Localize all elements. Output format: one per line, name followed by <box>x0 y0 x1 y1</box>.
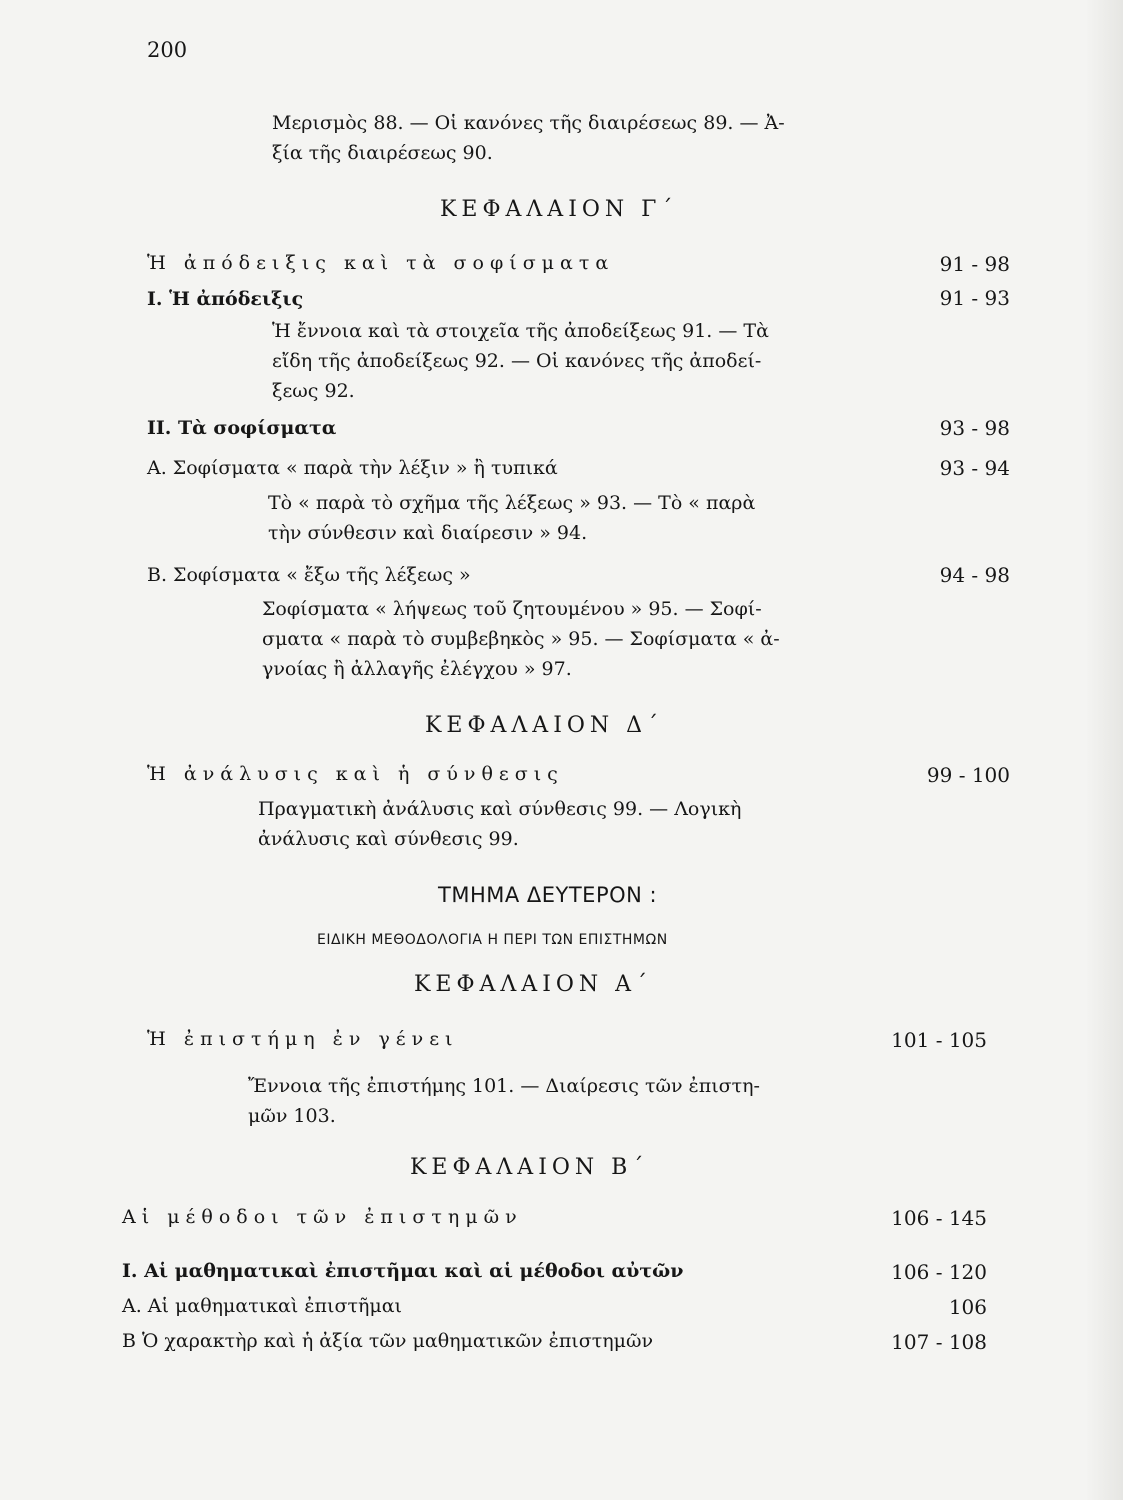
intro-line-2: ξία τῆς διαιρέσεως 90. <box>272 142 493 164</box>
chapter-beta-heading: ΚΕΦΑΛΑΙΟΝ Β΄ <box>410 1155 649 1180</box>
gamma-section-1-line-3: ξεως 92. <box>272 380 355 402</box>
chapter-alpha-topic-range: 101 - 105 <box>891 1028 987 1052</box>
delta-line-1: Πραγματικὴ ἀνάλυσις καὶ σύνθεσις 99. — Λογικὴ <box>258 798 742 820</box>
gamma-subsection-b-line-1: Σοφίσματα « λήψεως τοῦ ζητουμένου » 95. — Σοφί- <box>262 598 762 620</box>
chapter-beta-topic: Αἱ μέθοδοι τῶν ἐπιστημῶν <box>122 1206 523 1228</box>
chapter-beta-topic-range: 106 - 145 <box>891 1206 987 1230</box>
gamma-section-2-title: ΙΙ. Τὰ σοφίσματα <box>147 417 337 439</box>
gamma-subsection-b-range: 94 - 98 <box>939 563 1010 587</box>
gamma-subsection-a-range: 93 - 94 <box>939 456 1010 480</box>
alpha-line-1: Ἔννοια τῆς ἐπιστήμης 101. — Διαίρεσις τῶν ἐπιστη- <box>248 1075 760 1097</box>
chapter-gamma-topic: Ἡ ἀπόδειξις καὶ τὰ σοφίσματα <box>147 252 615 274</box>
delta-line-2: ἀνάλυσις καὶ σύνθεσις 99. <box>258 828 519 850</box>
gamma-section-1-line-1: Ἡ ἔννοια καὶ τὰ στοιχεῖα τῆς ἀποδείξεως 91. — Τὰ <box>272 320 769 342</box>
gamma-subsection-b-line-2: σματα « παρὰ τὸ συμβεβηκὸς » 95. — Σοφίσματα « ἀ- <box>262 628 780 650</box>
gamma-subsection-a-line-1: Τὸ « παρὰ τὸ σχῆμα τῆς λέξεως » 93. — Τὸ « παρὰ <box>268 492 756 514</box>
chapter-alpha-heading: ΚΕΦΑΛΑΙΟΝ Α΄ <box>414 972 653 997</box>
gamma-subsection-a-line-2: τὴν σύνθεσιν καὶ διαίρεσιν » 94. <box>268 522 588 544</box>
beta-subsection-b-range: 107 - 108 <box>891 1330 987 1354</box>
chapter-gamma-topic-range: 91 - 98 <box>939 252 1010 276</box>
gamma-section-1-title: Ι. Ἡ ἀπόδειξις <box>147 288 304 310</box>
intro-line-1: Μερισμὸς 88. — Οἱ κανόνες τῆς διαιρέσεως 89. — Ἀ- <box>272 112 785 134</box>
chapter-delta-topic: Ἡ ἀνάλυσις καὶ ἡ σύνθεσις <box>147 763 564 785</box>
gamma-subsection-a-title: Α. Σοφίσματα « παρὰ τὴν λέξιν » ἢ τυπικά <box>147 457 558 479</box>
beta-subsection-a-range: 106 <box>948 1295 987 1319</box>
gamma-section-2-range: 93 - 98 <box>939 416 1010 440</box>
beta-subsection-b-title: Β Ὁ χαρακτὴρ καὶ ἡ ἀξία τῶν μαθηματικῶν ἐπιστημῶν <box>122 1330 654 1352</box>
beta-section-1-title: Ι. Αἱ μαθηματικαὶ ἐπιστῆμαι καὶ αἱ μέθοδοι αὐτῶν <box>122 1260 684 1282</box>
chapter-delta-topic-range: 99 - 100 <box>926 763 1010 787</box>
gamma-section-1-line-2: εἴδη τῆς ἀποδείξεως 92. — Οἱ κανόνες τῆς ἀποδεί- <box>272 350 762 372</box>
beta-section-1-range: 106 - 120 <box>891 1260 987 1284</box>
gamma-subsection-b-line-3: γνοίας ἢ ἀλλαγῆς ἐλέγχου » 97. <box>262 658 572 680</box>
page-number: 200 <box>147 38 188 62</box>
chapter-alpha-topic: Ἡ ἐπιστήμη ἐν γένει <box>147 1028 459 1050</box>
gamma-section-1-range: 91 - 93 <box>939 286 1010 310</box>
gamma-subsection-b-title: Β. Σοφίσματα « ἔξω τῆς λέξεως » <box>147 564 471 586</box>
chapter-gamma-heading: ΚΕΦΑΛΑΙΟΝ Γ΄ <box>440 197 678 222</box>
beta-subsection-a-title: Α. Αἱ μαθηματικαὶ ἐπιστῆμαι <box>122 1295 402 1317</box>
alpha-line-2: μῶν 103. <box>248 1105 336 1127</box>
part-two-heading: ΤΜΗΜΑ ΔΕΥΤΕΡΟΝ : <box>438 883 658 907</box>
show-through-shadow <box>1085 0 1123 1500</box>
chapter-delta-heading: ΚΕΦΑΛΑΙΟΝ Δ΄ <box>425 713 664 738</box>
part-two-subtitle: ΕΙΔΙΚΗ ΜΕΘΟΔΟΛΟΓΙΑ Η ΠΕΡΙ ΤΩΝ ΕΠΙΣΤΗΜΩΝ <box>317 932 668 948</box>
